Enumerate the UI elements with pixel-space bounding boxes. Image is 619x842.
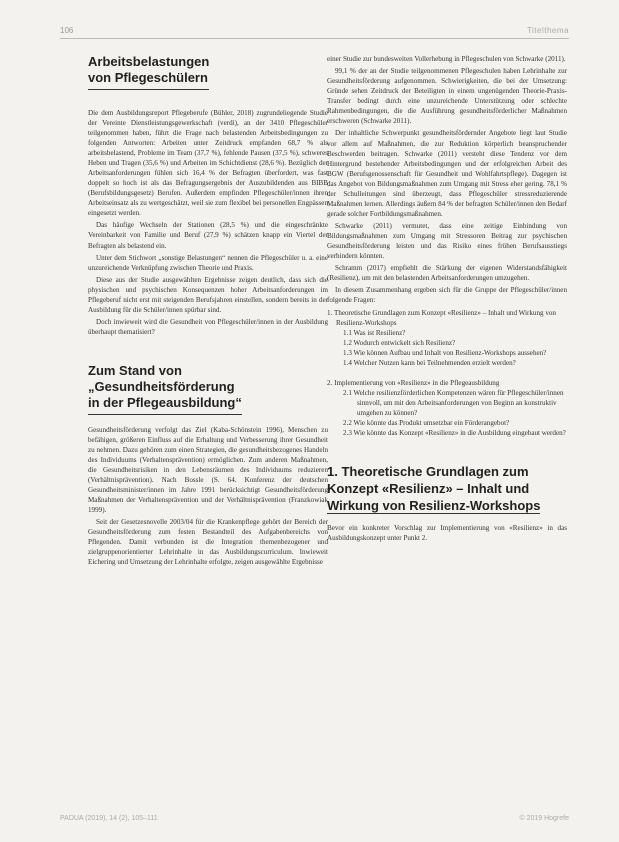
heading-line: Konzept «Resilienz» – Inhalt und [327, 481, 530, 497]
section-heading-arbeitsbelastungen [88, 54, 209, 90]
list-item [335, 388, 567, 418]
list-item-text: Welche resilienzförderlichen Kompetenzen wären für Pflegeschüler/innen sinnvoll, um mit den Arbeitsanforderungen von Beginn an konstruktiv umgehen zu können? [353, 388, 564, 418]
list-item [335, 358, 567, 368]
heading-line: Wirkung von Resilienz-Workshops [327, 498, 541, 514]
heading-line: von Pflegeschülern [88, 69, 208, 85]
paragraph: Unter dem Stichwort „sonstige Belastungen“ nennen die Pflegeschüler u. a. eine unzureichende Verknüpfung zwischen Theorie und Praxis. [88, 253, 328, 272]
heading-line: „Gesundheitsförderung [88, 378, 235, 394]
list-item-number: 2.1 [343, 388, 352, 397]
list-item [327, 308, 567, 328]
header-rule [60, 38, 569, 39]
heading-line: 1. Theoretische Grundlagen zum [327, 464, 529, 480]
running-header: Titelthema [526, 26, 569, 35]
right-column [327, 54, 567, 545]
list-item-number: 2. [327, 378, 333, 387]
paragraph: Doch inwieweit wird die Gesundheit von Pflegeschüler/innen in der Ausbildung überhaupt thematisiert? [88, 317, 328, 337]
paragraph: Schramm (2017) empfiehlt die Stärkung der eigenen Widerstandsfähigkeit (Resilienz), um mit den belastenden Arbeitsanforderungen umzugehen. [327, 264, 567, 283]
list-item-text: Theoretische Grundlagen zum Konzept «Resilienz» – Inhalt und Wirkung von Resilienz-Workshops [333, 308, 556, 327]
left-column [88, 54, 328, 570]
paragraph: Diese aus der Studie ausgewählten Ergebnisse zeigen deutlich, dass sich die physischen und psychischen Konsequenzen hoher Arbeitsanforderungen im Pflegeberuf nicht erst mit steigenden Berufsjahren einstellen, sondern bereits in der Ausbildung für die Schüler/innen spürbar sind. [88, 275, 328, 314]
list-item [335, 338, 567, 348]
footer-citation: PADUA (2019), 14 (2), 105–111 [60, 815, 158, 822]
list-item-number: 1.1 [343, 328, 352, 337]
paragraph: Bevor ein konkreter Vorschlag zur Implementierung von «Resilienz» in das Ausbildungskonzept unter Punkt 2. [327, 523, 567, 542]
heading-line: Zum Stand von [88, 363, 182, 379]
list-item-number: 2.2 [343, 419, 352, 428]
list-item [327, 378, 567, 388]
list-item-number: 1.4 [343, 358, 352, 367]
heading-line: Arbeitsbelastungen [88, 54, 210, 69]
list-item [335, 428, 567, 438]
heading-line: in der Pflegeausbildung“ [88, 394, 242, 410]
list-item-text: Wie könnte das Konzept «Resilienz» in die Ausbildung eingebaut werden? [353, 429, 566, 438]
paragraph: 99,1 % der an der Studie teilgenommenen Pflegeschulen haben Lehrinhalte zur Gesundheitsförderung aufgenommen. Schwierigkeiten, die bei der Umsetzung: Gründe sehen Zeitdruck der Beteiligten in einem ungenügenden Theorie-Praxis-Transfer bedingt durch eine unzureichende Unterstützung oder schlechte Rahmenbedingungen, die die Ausführung gesundheitsförderlicher Maßnahmen erschweren (Schwarke 2011). [327, 67, 567, 126]
paragraph: Der inhaltliche Schwerpunkt gesundheitsfördernder Angebote liegt laut Studie vor allem auf Maßnahmen, die zur Reduktion körperlich beanspruchender Beschwerden beitragen. Schwarke (2011) versteht diese Tendenz vor dem Hintergrund bestehender Arbeitsbedingungen und der erfolgreichen Arbeit des BGW (Berufsgenossenschaft für Gesundheit und Wohlfahrtspflege). Dagegen ist das Angebot von Bildungsmaßnahmen zum Umgang mit Stress eher gering. 78,1 % der Schulleitungen sind überzeugt, dass Pflegeschüler stressreduzierende Maßnahmen lernen. Allerdings äußern 84 % der befragten Schüler/innen den Bedarf gerade solcher Fortbildungsmaßnahmen. [327, 129, 567, 218]
list-item-number: 1. [327, 308, 333, 317]
footer-copyright: © 2019 Hogrefe [519, 815, 569, 822]
section-heading-resilienz [327, 464, 567, 515]
list-item-text: Wie könnte das Produkt umsetzbar ein Förderangebot? [353, 419, 510, 428]
list-item-number: 2.3 [343, 429, 352, 438]
list-item-text: Welcher Nutzen kann bei Teilnehmenden erzielt werden? [353, 358, 516, 367]
paragraph: Seit der Gesetzesnovelle 2003/04 für die Krankenpflege gehört der Bereich der Gesundheitsförderung zum festen Bestandteil des Aufgabenbereichs von Pflegenden. Damit verbunden ist die Integration themenbezogener und zielgruppenorientierter Lehrinhalte in das Ausbildungscurriculum. Inwieweit Eichering und Umsetzung der Lehrinhalte erfolgte, zeigen ausgewählte Ergebnisse [88, 518, 328, 567]
paragraph: Das häufige Wechseln der Stationen (28,5 %) und die eingeschränkte Vereinbarkeit von Familie und Beruf (27,9 %) schätzen knapp ein Viertel der Befragten als belastend ein. [88, 221, 328, 250]
paragraph: einer Studie zur bundesweiten Vollerhebung in Pflegeschulen von Schwarke (2011). [327, 55, 566, 63]
paragraph: Schwarke (2011) vermutet, dass eine zeitige Einbindung von Bildungsmaßnahmen zum Umgang mit Stressoren Beitrag zur psychischen Gesundheitsförderung leisten und das Risiko eines frühen Berufsausstiegs verhindern könnten. [327, 222, 567, 261]
question-list [327, 308, 567, 439]
list-item-number: 1.2 [343, 338, 352, 347]
paragraph: Gesundheitsförderung verfolgt das Ziel (Kaba-Schönstein 1996), Menschen zu befähigen, größeren Einfluss auf die Erhaltung und Verbesserung ihrer Gesundheit zu nehmen. Dazu gehören zum einen Strategien, die gesundheitsbezogenes Handeln des Individuums (Verhaltensprävention) ermöglichen. Zum anderen Maßnahmen, die Gesundheitsrisiken in den Lebensräumen des Individuums reduzieren (Verhältnisprävention). Nach Bossle (S. 64. Konferenz der deutschen Gesundheitsminister/innen im Jahre 1991 berücksichtigt Gesundheitsförderung Maßnahmen der Verhaltensprävention und der Verhältnisprävention (Franzkowiak 1999). [88, 425, 328, 515]
list-item-text: Was ist Resilienz? [353, 328, 406, 337]
page-number: 106 [60, 26, 74, 35]
list-item-text: Wodurch entwickelt sich Resilienz? [353, 338, 456, 347]
list-item [335, 348, 567, 358]
list-item [335, 418, 567, 428]
paragraph: In diesem Zusammenhang ergeben sich für die Gruppe der Pflegeschüler/innen folgende Fragen: [327, 286, 567, 305]
list-item [335, 328, 567, 338]
section-heading-gesundheitsfoerderung [88, 363, 242, 415]
list-item-text: Wie können Aufbau und Inhalt von Resilienz-Workshops aussehen? [353, 348, 547, 357]
paragraph: Die dem Ausbildungsreport Pflegeberufe (Bühler, 2018) zugrundeliegende Studie der Vereinte Dienstleistungsgewerkschaft (verdi), an der 3410 Pflegeschüler teilgenommen haben, führt die Frage nach belastenden Arbeitsbedingungen zu folgenden Antworten: Arbeiten unter Zeitdruck empfanden 68,7 % als arbeitsbelastend, Probleme im Team (37,7 %), fehlende Pausen (37,5 %), schweres Heben und Tragen (35,6 %) und Arbeiten im Schichtdienst (28,6 %). Bezüglich der Arbeitsanforderungen fühlen sich 16,4 % der Befragten überfordert, was fast doppelt so hoch ist als das Befragungsergebnis der Auszubildenden aus BIBB (Berufsbildungsgesetz) Berufen. Außerdem empfinden Pflegeschüler/innen ihren Arbeitseinsatz als zu wertgeschätzt, weil sie zum flexibel bei personellen Engpässen eingesetzt werden. [88, 108, 328, 218]
list-item-number: 1.3 [343, 348, 352, 357]
list-item-text: Implementierung von «Resilienz» in die Pflegeausbildung [334, 378, 500, 387]
list-spacer [327, 368, 567, 376]
